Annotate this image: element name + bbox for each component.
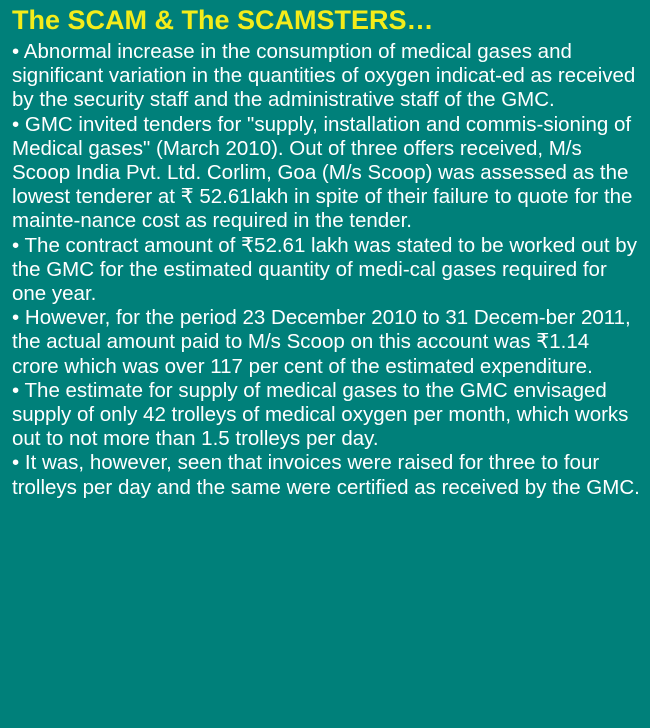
bullet-glyph: •	[12, 112, 20, 136]
bullet-text-3: The contract amount of ₹52.61 lakh was stated to be worked out by the GMC for the estimated quantity of medi-cal gases required for one year.	[12, 233, 637, 306]
bullet-item-6	[12, 451, 640, 499]
bullet-text-1: Abnormal increase in the consumption of medical gases and significant variation in the quantities of oxygen indicat-ed as received by the security staff and the administrative staff of the GMC.	[12, 40, 636, 112]
bullet-item-4	[12, 306, 640, 379]
bullet-item-1	[12, 40, 640, 113]
bullet-glyph: •	[12, 40, 20, 63]
bullet-text-4: However, for the period 23 December 2010 to 31 Decem-ber 2011, the actual amount paid to M/s Scoop on this account was ₹1.14 crore which was over 117 per cent of the estimated expenditure.	[12, 306, 631, 378]
panel-title: The SCAM & The SCAMSTERS…	[12, 5, 434, 35]
bullet-text-6: It was, however, seen that invoices were raised for three to four trolleys per day and the same were certified as received by the GMC.	[12, 451, 640, 499]
bullet-text-5: The estimate for supply of medical gases to the GMC envisaged supply of only 42 trolleys of medical oxygen per month, which works out to not more than 1.5 trolleys per day.	[12, 378, 629, 451]
bullet-item-2	[12, 113, 640, 234]
bullet-item-5	[12, 379, 640, 452]
bullet-glyph: •	[12, 378, 20, 402]
bullet-list	[12, 40, 640, 500]
bullet-glyph: •	[12, 451, 20, 475]
bullet-text-2: GMC invited tenders for "supply, installation and commis-sioning of Medical gases" (March 2010). Out of three offers received, M/s Scoop India Pvt. Ltd. Corlim, Goa (M/s Scoop) was assessed as the lowest tenderer at ₹ 52.61lakh in spite of their failure to quote for the mainte-nance cost as required in the tender.	[12, 112, 633, 233]
bullet-glyph: •	[12, 306, 20, 330]
bullet-item-3	[12, 234, 640, 307]
bullet-glyph: •	[12, 233, 20, 257]
